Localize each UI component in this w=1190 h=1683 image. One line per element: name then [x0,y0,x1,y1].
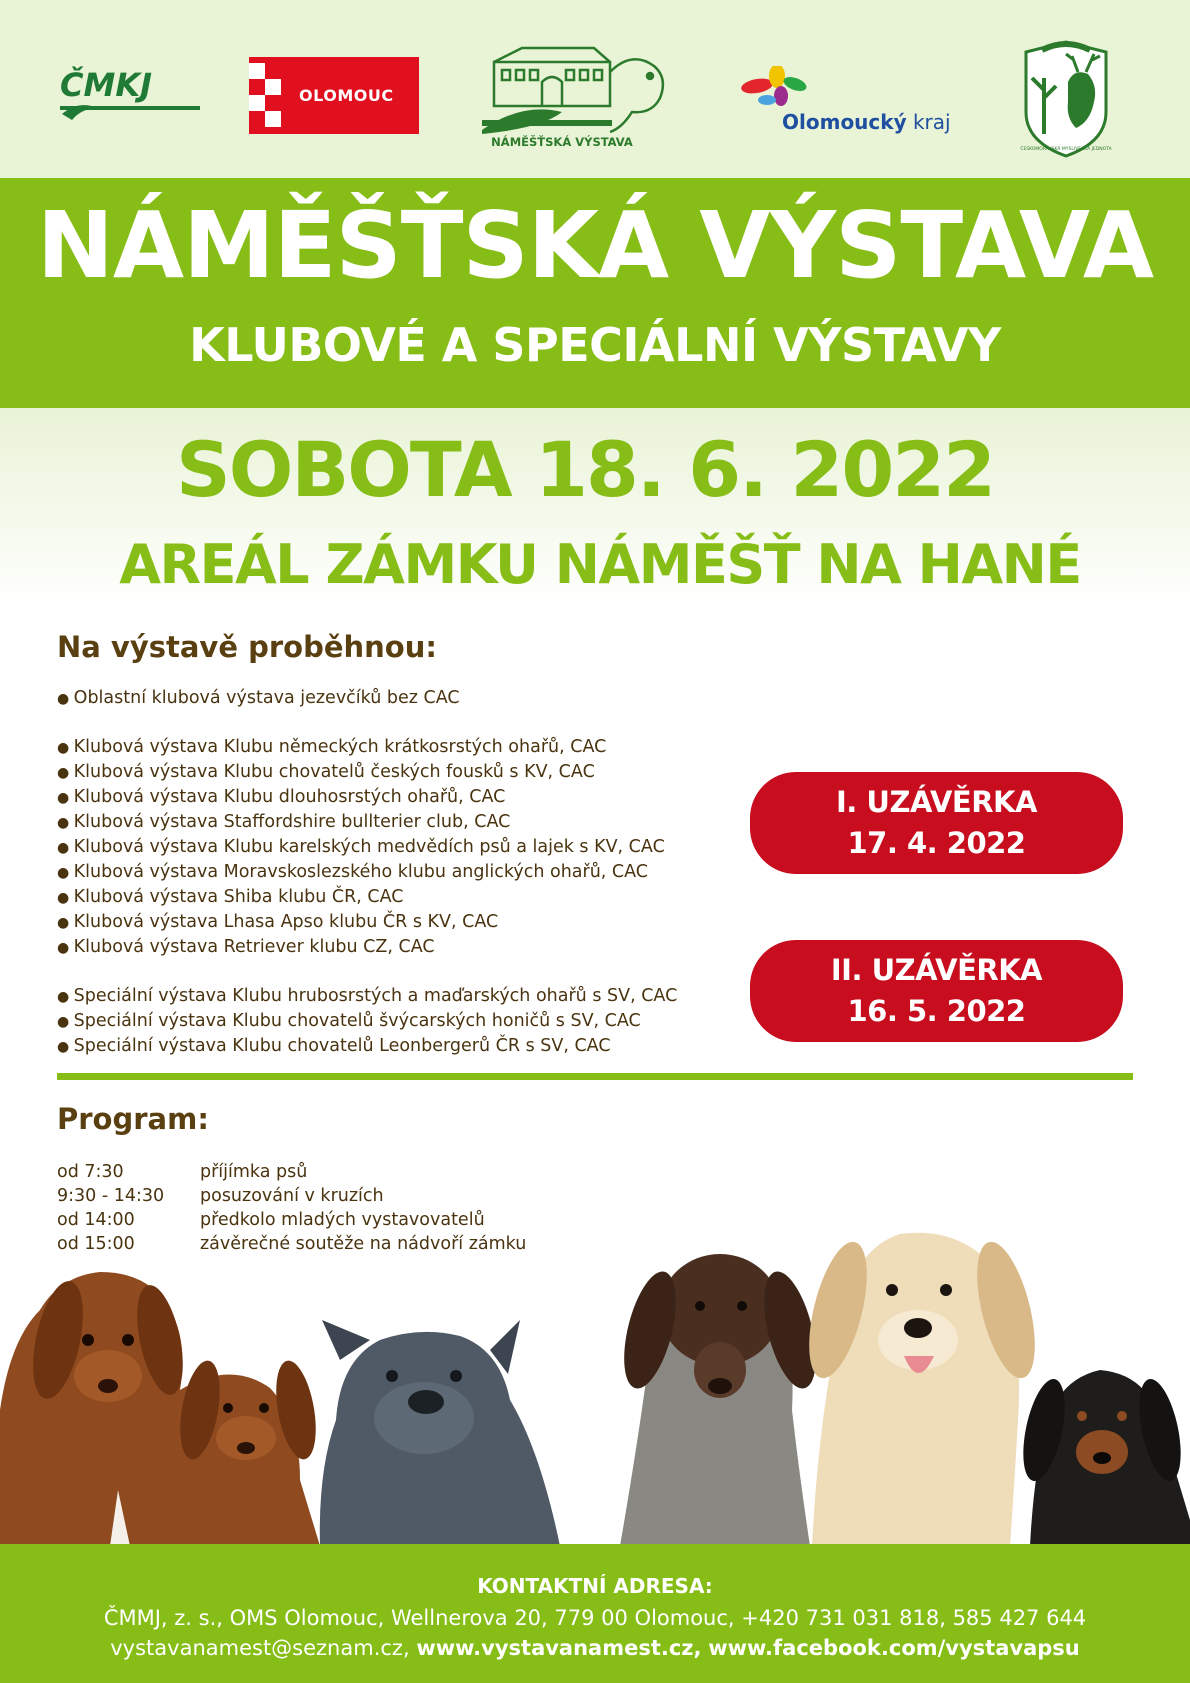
contact-address: ČMMJ, z. s., OMS Olomouc, Wellnerova 20, 779 00 Olomouc, +420 731 031 818, 585 427 644 [103,1606,1087,1630]
program-time: od 15:00 [57,1234,135,1254]
event-item: ● Klubová výstava Klubu dlouhosrstých ohařů, CAC [57,785,757,810]
namest-logo [482,42,672,152]
cmmj-logo-text: ČESKOMORAVSKÁ MYSLIVECKÁ JEDNOTA [1020,147,1112,152]
deadline-label: I. UZÁVĚRKA [836,785,1037,819]
deadline-label: II. UZÁVĚRKA [830,953,1043,987]
program-activity: posuzování v kruzích [200,1186,384,1206]
cmmj-logo [1018,38,1114,160]
program-time: od 7:30 [57,1162,124,1182]
events-heading: Na výstavě proběhnou: [57,630,437,664]
contact-email[interactable]: vystavanamest@seznam.cz, [110,1636,410,1660]
kraj-suffix: kraj [912,110,951,134]
program-time: od 14:00 [57,1210,135,1230]
contact-heading: KONTAKTNÍ ADRESA: [477,1574,713,1598]
event-item: ● Oblastní klubová výstava jezevčíků bez CAC [57,686,757,711]
event-location: AREÁL ZÁMKU NÁMĚŠŤ NA HANÉ [119,533,1081,596]
event-item: ● Klubová výstava Klubu karelských medvědích psů a lajek s KV, CAC [57,835,757,860]
program-activity: příjímka psů [200,1162,308,1182]
event-item: ● Klubová výstava Moravskoslezského klubu anglických ohařů, CAC [57,860,757,885]
events-list [57,686,757,1059]
staffordshire-dog-icon [320,1320,560,1546]
event-item: ● Klubová výstava Klubu chovatelů českých fousků s KV, CAC [57,760,757,785]
golden-retriever-dog-icon [798,1233,1046,1546]
chateau-dog-icon [482,42,672,137]
page-title: NÁMĚŠŤSKÁ VÝSTAVA [36,192,1154,299]
website-link[interactable]: www.vystavanamest.cz, [416,1636,702,1660]
program-row [57,1160,526,1184]
event-item: ● Speciální výstava Klubu chovatelů švýcarských honičů s SV, CAC [57,1009,757,1034]
olomoucky-kraj-logo [737,66,951,136]
event-item: ● Klubová výstava Klubu německých krátkosrstých ohařů, CAC [57,735,757,760]
program-activity: předkolo mladých vystavovatelů [200,1210,485,1230]
cmkj-logo [58,62,204,128]
checker-pattern-icon [249,57,281,134]
footer [0,1544,1190,1683]
pointer-dog-icon [614,1254,826,1546]
event-item: ● Klubová výstava Retriever klubu CZ, CAC [57,935,757,960]
olomouc-logo [249,57,419,134]
event-date: SOBOTA 18. 6. 2022 [176,425,994,514]
program-time: 9:30 - 14:30 [57,1186,165,1206]
program-heading: Program: [57,1102,209,1136]
cmmj-shield-icon [1018,38,1114,160]
event-item: ● Speciální výstava Klubu chovatelů Leonbergerů ČR s SV, CAC [57,1034,757,1059]
facebook-link[interactable]: www.facebook.com/vystavapsu [708,1636,1080,1660]
deadline-date: 17. 4. 2022 [847,826,1026,860]
deadline-badge-1 [750,772,1123,874]
program-activity: závěrečné soutěže na nádvoří zámku [200,1234,527,1254]
dachshund-dog-icon [0,1272,322,1546]
namest-logo-caption: NÁMĚŠŤSKÁ VÝSTAVA [491,135,633,149]
cmkj-logo-icon [58,62,204,128]
event-item: ● Klubová výstava Staffordshire bullterier club, CAC [57,810,757,835]
olomouc-logo-label: OLOMOUC [299,86,394,105]
cmkj-logo-text: ČMKJ [60,66,153,104]
kraj-name: Olomoucký [782,110,907,134]
olomoucky-kraj-text [782,110,951,134]
event-item: ● Klubová výstava Shiba klubu ČR, CAC [57,885,757,910]
page-subtitle: KLUBOVÉ A SPECIÁLNÍ VÝSTAVY [189,318,1001,372]
section-divider [57,1073,1133,1080]
deadline-badge-2 [750,940,1123,1042]
flower-icon [737,66,807,106]
deadline-date: 16. 5. 2022 [847,994,1026,1028]
dogs-photo [0,1190,1190,1546]
black-dachshund-dog-icon [1016,1370,1190,1546]
event-item: ● Klubová výstava Lhasa Apso klubu ČR s KV, CAC [57,910,757,935]
event-item: ● Speciální výstava Klubu hrubosrstých a maďarských ohařů s SV, CAC [57,984,757,1009]
contact-links [0,1636,1190,1660]
